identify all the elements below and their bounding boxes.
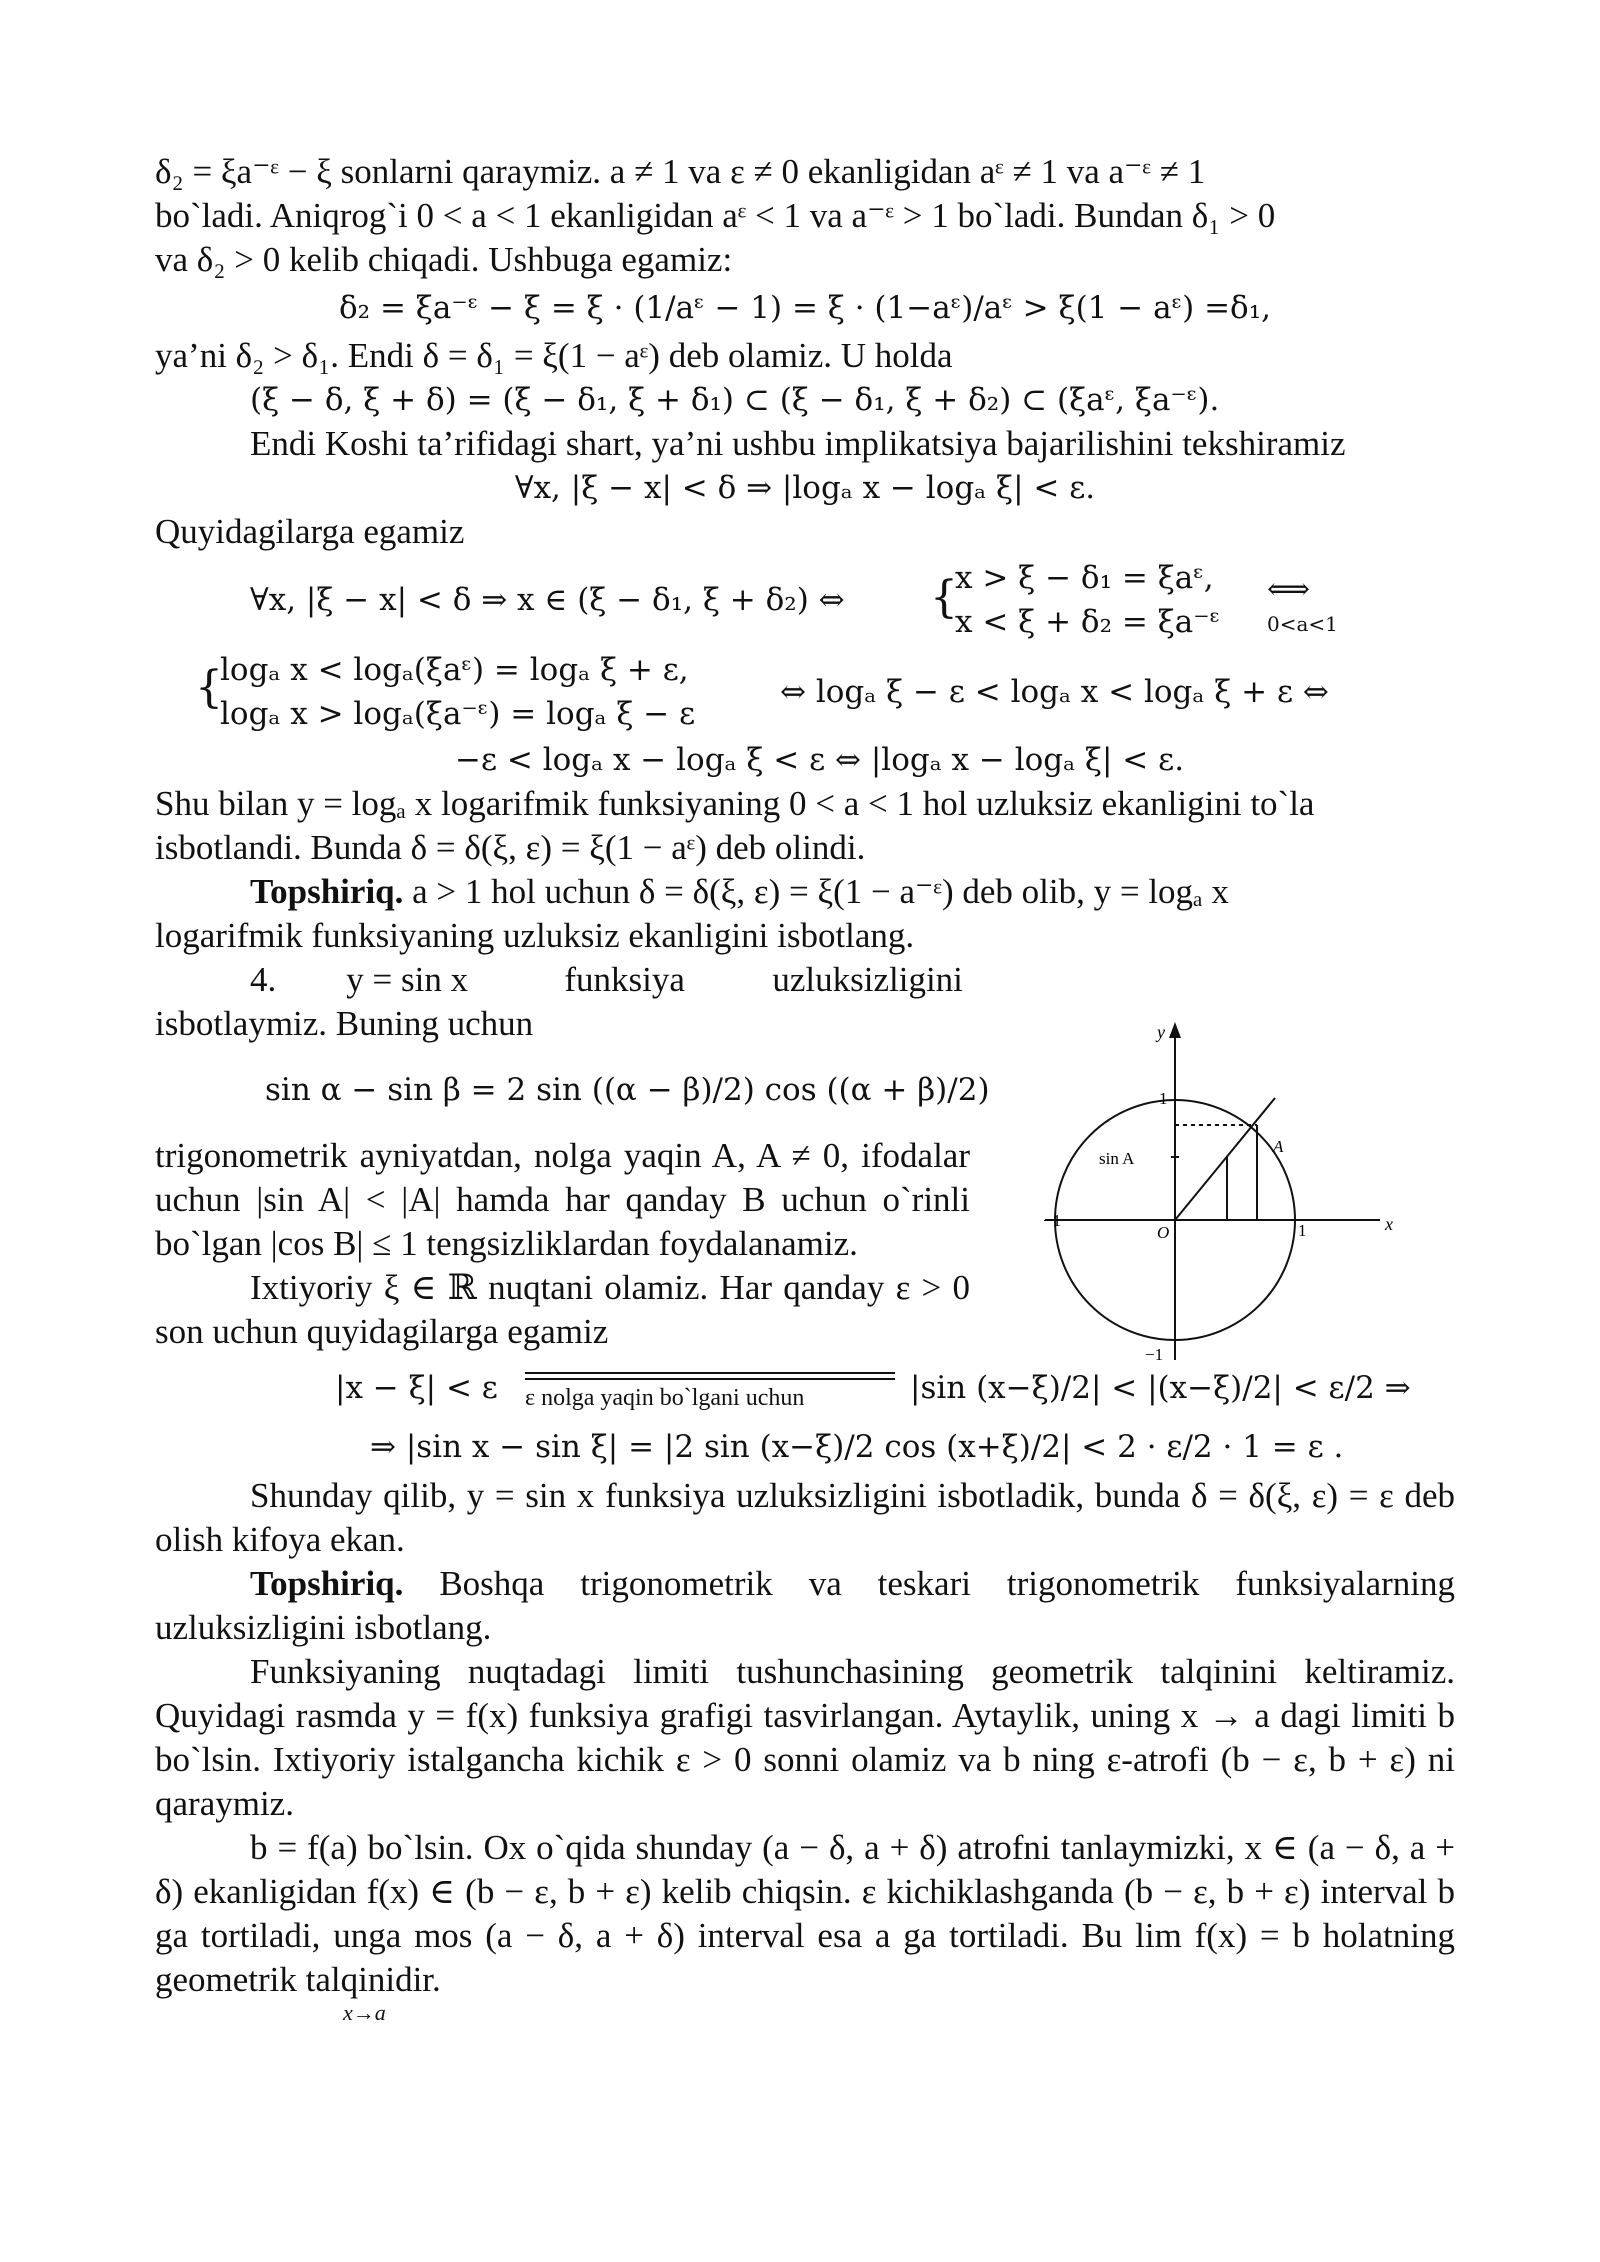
limit-subscript: x→a [343,2000,386,2025]
task-label: Topshiriq. [250,872,404,911]
text-line: isbotlaymiz. Buning uchun [155,1004,534,1043]
equation: sin α − sin β = 2 sin ((α − β)/2) cos ((α + β)/2) [265,1072,990,1108]
text-paragraph: Funksiyaning nuqtadagi limiti tushunchasining geometrik talqinini keltiramiz. Quyidagi rasmda y = f(x) funksiya grafigi tasvirlangan. Aytaylik, uning x → a dagi limiti b bo`lsin. Ixtiyoriy istalgancha kichik ε > 0 sonni olamiz va b ning ε-atrofi (b − ε, b + ε) ni qaraymiz. [155,1652,1455,1823]
task-paragraph [155,870,1455,914]
tick-minus-one-bottom: −1 [1145,1345,1164,1364]
text-paragraph: b = f(a) bo`lsin. Ox o`qida shunday (a − δ, a + δ) atrofni tanlaymizki, x ∈ (a − δ, a + δ) ekanligidan f(x) ∈ (b − ε, b + ε) kelib chiqsin. ε kichiklashganda (b − ε, b + ε) interval b ga tortiladi, unga mos (a − δ, a + δ) interval esa a ga tortiladi. Bu lim f(x) = b holatning geometrik talqinidir. [155,1828,1455,1999]
text-line: logarifmik funksiyaning uzluksiz ekanligini isbotlang. [155,916,915,955]
brace: { [930,572,958,623]
equation: −ε < logₐ x − logₐ ξ < ε ⇔ |logₐ x − logₐ ξ| < ε. [455,742,1185,778]
equation: ⇒ |sin x − sin ξ| = |2 sin (x−ξ)/2 cos (x+ξ)/2| < 2 · ε/2 · 1 = ε . [370,1429,1344,1465]
equation: logₐ x > logₐ(ξa⁻ᵋ) = logₐ ξ − ε [220,696,696,732]
text-line: bo`ladi. Aniqrog`i 0 < a < 1 ekanligidan aᵋ < 1 va a⁻ᵋ > 1 bo`ladi. Bundan δ₁ > 0 [155,196,1276,235]
task-label: Topshiriq. [250,1564,404,1603]
text-paragraph: trigonometrik ayniyatdan, nolga yaqin A, A ≠ 0, ifodalar uchun |sin A| < |A| hamda har qanday B uchun o`rinli bo`lgan |cos B| ≤ 1 tengsizliklardan foydalanamiz. [155,1136,970,1263]
equation: ⇔ logₐ ξ − ε < logₐ x < logₐ ξ + ε ⇔ [780,674,1329,710]
tick-one-right: 1 [1298,1221,1307,1240]
tick-one-top: 1 [1159,1089,1168,1108]
equation: |x − ξ| < ε [335,1370,498,1406]
equation: δ₂ = ξa⁻ᵋ − ξ = ξ · (1/aᵋ − 1) = ξ · (1−aᵋ)/aᵋ > ξ(1 − aᵋ) =δ₁, [339,290,1271,326]
text-paragraph: Ixtiyoriy ξ ∈ ℝ nuqtani olamiz. Har qanday ε > 0 son uchun quyidagilarga egamiz [155,1268,970,1351]
equation-system [155,554,1455,646]
sin-a-label: sin A [1099,1149,1135,1168]
equation-system [155,646,1455,738]
y-axis-label: y [1157,1022,1165,1042]
text-line: Endi Koshi ta’rifidagi shart, ya’ni ushbu implikatsiya bajarilishini tekshiramiz [250,424,1346,463]
radius-line [1175,1098,1275,1220]
tick-minus-one-left: −1 [1043,1211,1062,1230]
equation: |sin (x−ξ)/2| < |(x−ξ)/2| < ε/2 ⇒ [910,1370,1411,1406]
equation: ∀x, |ξ − x| < δ ⇒ |logₐ x − logₐ ξ| < ε. [514,470,1096,506]
left-column [155,958,990,1354]
origin-label: O [1157,1223,1170,1242]
text-line: ya’ni δ₂ > δ₁. Endi δ = δ₁ = ξ(1 − aᵋ) deb olamiz. U holda [155,336,953,375]
text-line: 4. y = sin x funksiya uzluksizligini [250,960,963,999]
long-arrow [525,1378,895,1380]
arrow: ⟺ [1267,572,1311,607]
y-arrowhead [1169,1022,1181,1038]
equation: x < ξ + δ₂ = ξa⁻ᵋ [955,604,1221,640]
text-line: Shu bilan y = logₐ x logarifmik funksiyaning 0 < a < 1 hol uzluksiz ekanligini to`la [155,784,1315,823]
equation: ∀x, |ξ − x| < δ ⇒ x ∈ (ξ − δ₁, ξ + δ₂) ⇔ [250,582,845,618]
condition: 0<a<1 [1267,612,1338,636]
point-a-label: A [1273,1137,1284,1156]
long-arrow [525,1372,895,1374]
text-line: isbotlandi. Bunda δ = δ(ξ, ε) = ξ(1 − aᵋ) deb olindi. [155,828,866,867]
task-text: a > 1 hol uchun δ = δ(ξ, ε) = ξ(1 − a⁻ᵋ) deb olib, y = logₐ x [403,872,1229,911]
equation: x > ξ − δ₁ = ξaᵋ, [955,560,1214,596]
text-line: δ₂ = ξa⁻ᵋ − ξ sonlarni qaraymiz. a ≠ 1 va ε ≠ 0 ekanligidan aᵋ ≠ 1 va a⁻ᵋ ≠ 1 [155,152,1206,191]
unit-circle-figure [1045,1020,1435,1380]
text-line: Quyidagilarga egamiz [155,512,465,551]
x-axis-label: x [1385,1214,1393,1234]
text-paragraph: Shunday qilib, y = sin x funksiya uzluksizligini isbotladik, bunda δ = δ(ξ, ε) = ε deb olish kifoya ekan. [155,1476,1455,1559]
equation: logₐ x < logₐ(ξaᵋ) = logₐ ξ + ε, [220,652,689,688]
equation: (ξ − δ, ξ + δ) = (ξ − δ₁, ξ + δ₁) ⊂ (ξ − δ₁, ξ + δ₂) ⊂ (ξaᵋ, ξa⁻ᵋ). [250,382,1220,418]
arrow-caption: ε nolga yaqin bo`lgani uchun [525,1385,805,1411]
text-line: va δ₂ > 0 kelib chiqadi. Ushbuga egamiz: [155,240,733,279]
task-paragraph [155,1562,1455,1650]
task-text: Boshqa trigonometrik va teskari trigonometrik funksiyalarning uzluksizligini isbotlang. [155,1564,1455,1647]
brace: { [195,662,223,713]
